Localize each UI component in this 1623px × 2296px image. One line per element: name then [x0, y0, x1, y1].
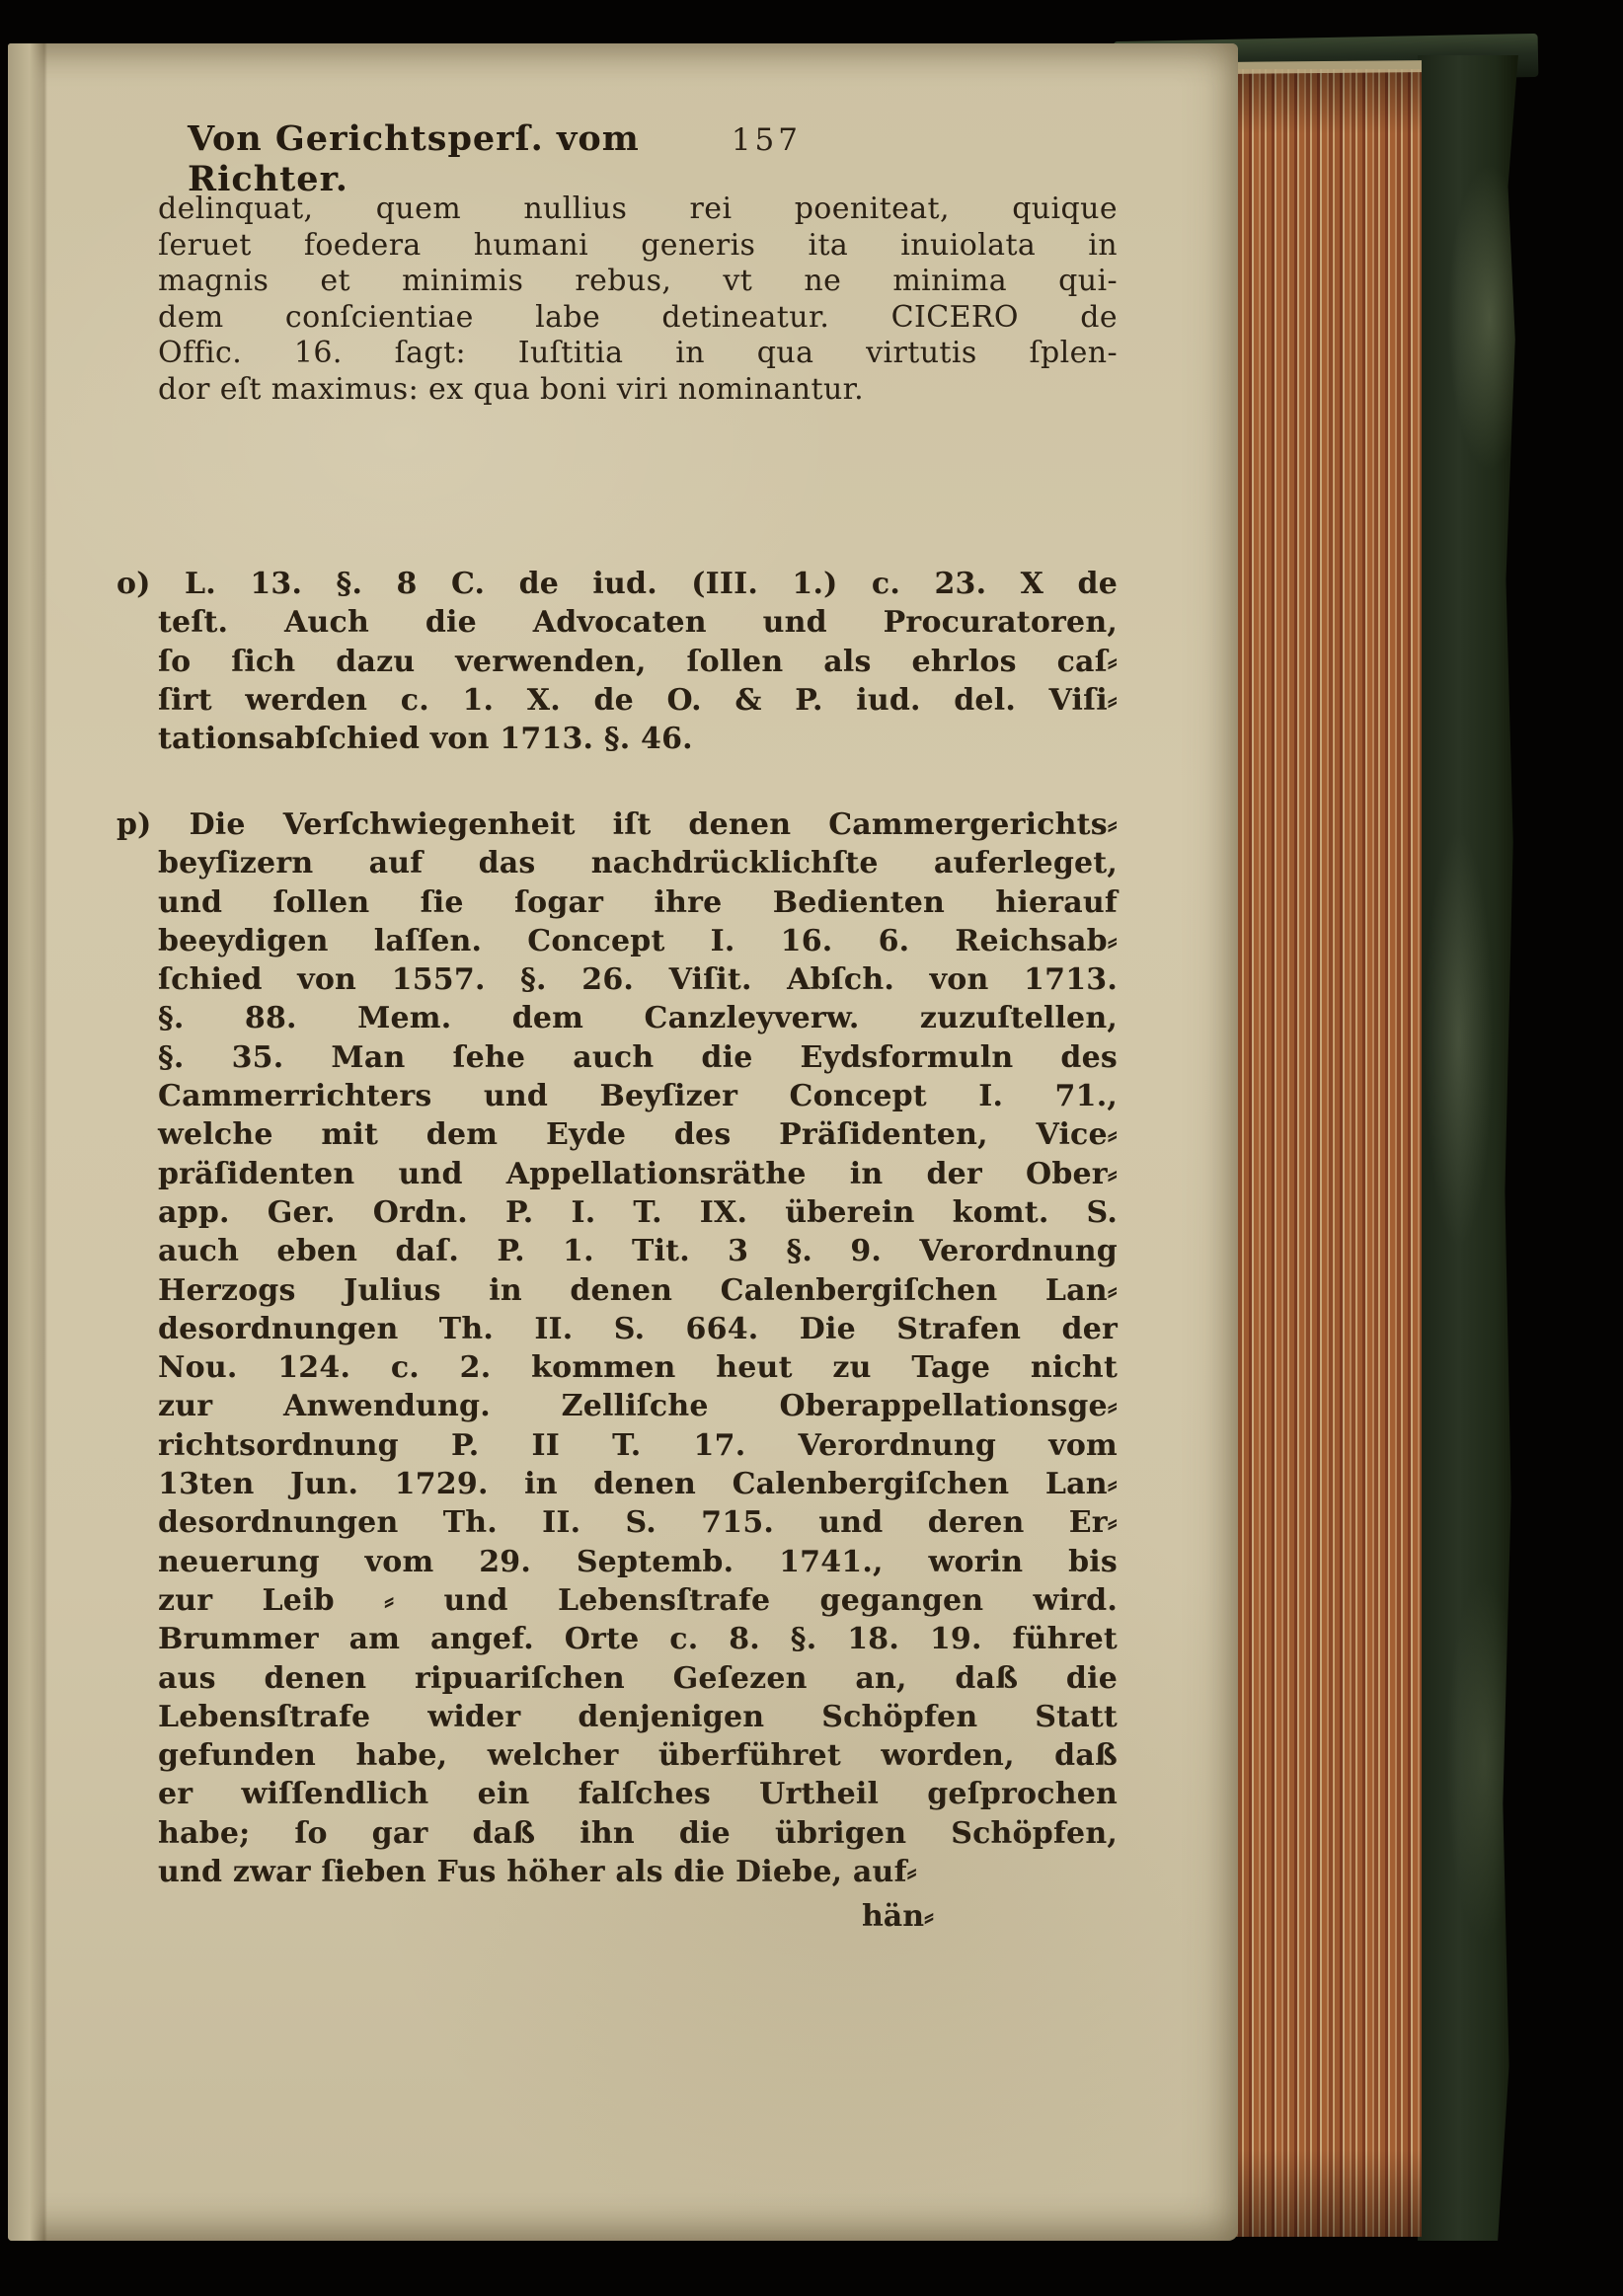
- page-gutter-edge: [8, 43, 47, 2241]
- text-line: und zwar ſieben Fus höher als die Diebe, auf⸗: [158, 1855, 917, 1890]
- text-line: desordnungen Th. II. S. 664. Die Strafen der: [158, 1311, 1118, 1346]
- text-line: Herzogs Julius in denen Calenbergiſchen Lan⸗: [158, 1272, 1118, 1308]
- text-line: dor eſt maximus: ex qua boni viri nominantur.: [158, 371, 865, 407]
- catchword: hän⸗: [861, 1899, 934, 1934]
- text-line: ſirt werden c. 1. X. de O. & P. iud. del. Viſi⸗: [158, 682, 1118, 718]
- text-line: ſchied von 1557. §. 26. Viſit. Abſch. von 1713.: [158, 962, 1118, 998]
- text-line: beeydigen laſſen. Concept I. 16. 6. Reichsab⸗: [158, 923, 1118, 958]
- running-title: Von Gerichtsperſ. vom Richter.: [188, 118, 640, 199]
- text-line: Lebensſtrafe wider denjenigen Schöpfen Statt: [158, 1699, 1118, 1734]
- text-line: zur Anwendung. Zelliſche Oberappellationsge⸗: [158, 1389, 1118, 1424]
- page-number: 157: [731, 122, 802, 158]
- text-line: auch eben daſ. P. 1. Tit. 3 §. 9. Verordnung: [158, 1234, 1118, 1269]
- text-line: aus denen ripuariſchen Geſezen an, daß die: [158, 1660, 1118, 1696]
- footnote-p: [116, 805, 1118, 1891]
- text-line: und ſollen ſie ſogar ihre Bedienten hierauf: [158, 884, 1118, 920]
- text-line: teſt. Auch die Advocaten und Procuratoren,: [158, 605, 1118, 641]
- text-line: §. 88. Mem. dem Canzleyverw. zuzuſtellen,: [158, 1001, 1118, 1036]
- text-line: Offic. 16. ſagt: Iuſtitia in qua virtutis ſplen-: [158, 336, 1118, 371]
- text-line: desordnungen Th. II. S. 715. und deren Er⸗: [158, 1505, 1118, 1541]
- text-line: §. 35. Man ſehe auch die Eydsformuln des: [158, 1039, 1118, 1075]
- text-line: beyſizern auf das nachdrücklichſte auferleget,: [158, 846, 1118, 881]
- text-line: ſeruet foedera humani generis ita inuiolata in: [158, 227, 1118, 263]
- text-line: Nou. 124. c. 2. kommen heut zu Tage nicht: [158, 1350, 1118, 1386]
- text-line: delinquat, quem nullius rei poeniteat, quique: [158, 191, 1118, 226]
- text-line: ſo ſich dazu verwenden, ſollen als ehrlos caſ⸗: [158, 644, 1118, 679]
- book-cover-board: [1418, 55, 1520, 2241]
- text-line: gefunden habe, welcher überführet worden, daß: [158, 1738, 1118, 1774]
- text-line: 13ten Jun. 1729. in denen Calenbergiſchen Lan⸗: [158, 1467, 1118, 1502]
- text-line: dem conſcientiae labe detineatur. CICERO de: [158, 299, 1118, 335]
- page-header: [188, 118, 802, 199]
- text-line: welche mit dem Eyde des Präſidenten, Vice⸗: [158, 1117, 1118, 1153]
- footnote-o: [116, 565, 1118, 758]
- text-line: magnis et minimis rebus, vt ne minima qui-: [158, 264, 1118, 299]
- text-line: er wiſſendlich ein falſches Urtheil geſprochen: [158, 1777, 1118, 1812]
- text-line: tationsabſchied von 1713. §. 46.: [158, 722, 693, 757]
- text-line: präſidenten und Appellationsräthe in der Ober⸗: [158, 1156, 1118, 1191]
- text-line: Cammerrichters und Beyſizer Concept I. 71.,: [158, 1079, 1118, 1114]
- book-fore-edge-pages: [1236, 69, 1422, 2237]
- text-line: richtsordnung P. II T. 17. Verordnung vom: [158, 1427, 1118, 1463]
- text-line: neuerung vom 29. Septemb. 1741., worin bis: [158, 1544, 1118, 1579]
- latin-paragraph: [158, 191, 1118, 409]
- book-page: [8, 43, 1238, 2241]
- text-line: Brummer am angef. Orte c. 8. §. 18. 19. führet: [158, 1622, 1118, 1657]
- text-line: o) L. 13. §. 8 C. de iud. (III. 1.) c. 23. X de: [116, 567, 1118, 601]
- text-line: p) Die Verſchwiegenheit iſt denen Cammergerichts⸗: [116, 807, 1118, 842]
- text-line: zur Leib ⸗ und Lebensſtrafe gegangen wird.: [158, 1582, 1118, 1618]
- text-line: app. Ger. Ordn. P. I. T. IX. überein komt. S.: [158, 1194, 1118, 1230]
- text-line: habe; ſo gar daß ihn die übrigen Schöpfen,: [158, 1815, 1118, 1851]
